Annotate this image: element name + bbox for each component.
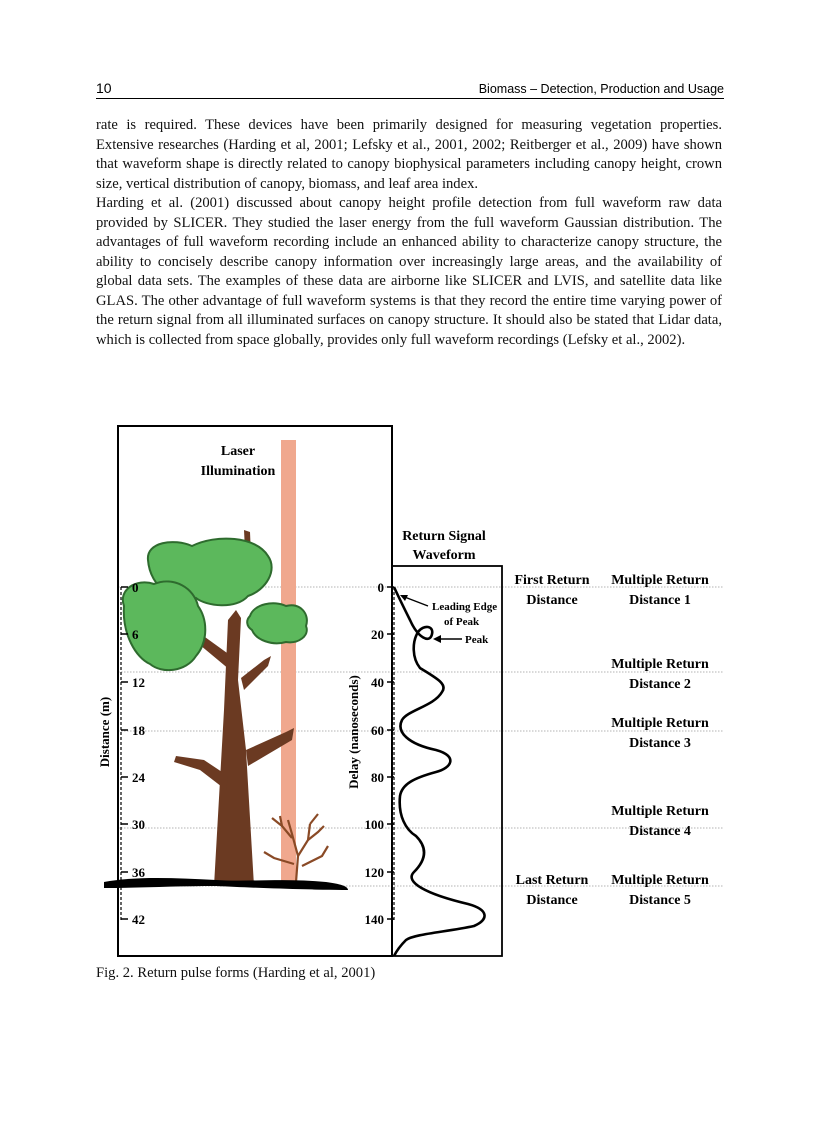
multiple-return-5-line2: Distance 5 bbox=[629, 893, 691, 908]
delay-tick-label: 100 bbox=[364, 817, 384, 832]
distance-tick-label: 6 bbox=[132, 627, 139, 642]
page-header bbox=[96, 80, 724, 99]
figure-caption: Fig. 2. Return pulse forms (Harding et al, 2001) bbox=[96, 965, 376, 981]
distance-tick-label: 12 bbox=[132, 675, 145, 690]
running-title: Biomass – Detection, Production and Usage bbox=[478, 82, 724, 96]
first-return-label-line2: Distance bbox=[526, 593, 578, 608]
laser-label-line2: Illumination bbox=[200, 464, 276, 479]
multiple-return-4-line1: Multiple Return bbox=[611, 804, 709, 819]
delay-tick-label: 80 bbox=[371, 770, 384, 785]
delay-axis bbox=[346, 580, 394, 927]
multiple-return-2-line2: Distance 2 bbox=[629, 677, 691, 692]
figure-return-pulse-forms bbox=[96, 420, 724, 960]
delay-tick-label: 60 bbox=[371, 723, 384, 738]
distance-axis bbox=[97, 580, 146, 927]
tree-illustration bbox=[104, 530, 348, 890]
laser-label-line1: Laser bbox=[220, 444, 256, 459]
distance-tick-label: 0 bbox=[132, 580, 139, 595]
page-number: 10 bbox=[96, 80, 112, 96]
delay-tick-label: 20 bbox=[371, 627, 384, 642]
waveform-label-line1: Return Signal bbox=[402, 529, 486, 544]
multiple-return-1-line2: Distance 1 bbox=[629, 593, 691, 608]
last-return-label-line1: Last Return bbox=[515, 873, 589, 888]
delay-tick-label: 40 bbox=[371, 675, 384, 690]
last-return-label-line2: Distance bbox=[526, 893, 578, 908]
multiple-return-3-line1: Multiple Return bbox=[611, 716, 709, 731]
distance-tick-label: 30 bbox=[132, 817, 145, 832]
delay-tick-label: 140 bbox=[364, 912, 384, 927]
multiple-return-3-line2: Distance 3 bbox=[629, 736, 691, 751]
leading-edge-label-line1: Leading Edge bbox=[432, 601, 498, 613]
multiple-return-5-line1: Multiple Return bbox=[611, 873, 709, 888]
multiple-return-1-line1: Multiple Return bbox=[611, 573, 709, 588]
distance-tick-label: 42 bbox=[132, 912, 145, 927]
body-text bbox=[96, 116, 722, 350]
return-labels bbox=[514, 573, 709, 908]
paragraph: Harding et al. (2001) discussed about canopy height profile detection from full waveform raw data provided by SLICER. They studied the laser energy from the full waveform Gaussian distribution. The advantages of full waveform recording include an enhanced ability to characterize canopy structure, the ability to concisely describe canopy information over increasingly large areas, and the availability of global data sets. The examples of these data are airborne like SLICER and LVIS, and satellite data like GLAS. The other advantage of full waveform systems is that they record the entire time varying power of the return signal from all illuminated surfaces on canopy structure. It should also be stated that Lidar data, which is collected from space globally, provides only full waveform recordings (Lefsky et al., 2002). bbox=[96, 195, 722, 348]
delay-tick-label: 0 bbox=[377, 580, 384, 595]
multiple-return-4-line2: Distance 4 bbox=[629, 824, 691, 839]
delay-axis-label: Delay (nanoseconds) bbox=[346, 675, 361, 789]
multiple-return-2-line1: Multiple Return bbox=[611, 657, 709, 672]
paragraph: rate is required. These devices have been primarily designed for measuring vegetation properties. Extensive researches (Harding et al, 2001; Lefsky et al., 2001, 2002; Reitberger et al., 2009) have shown that waveform shape is directly related to canopy biophysical parameters including canopy height, crown size, vertical distribution of canopy, biomass, and leaf area index. bbox=[96, 117, 722, 192]
distance-axis-label: Distance (m) bbox=[97, 696, 112, 768]
distance-tick-label: 24 bbox=[132, 770, 145, 785]
laser-beam bbox=[281, 440, 296, 886]
leading-edge-label-line2: of Peak bbox=[444, 616, 480, 628]
first-return-label-line1: First Return bbox=[514, 573, 590, 588]
waveform-label-line2: Waveform bbox=[412, 548, 476, 563]
distance-tick-label: 36 bbox=[132, 865, 145, 880]
distance-tick-label: 18 bbox=[132, 723, 145, 738]
peak-label: Peak bbox=[465, 634, 489, 646]
delay-tick-label: 120 bbox=[364, 865, 384, 880]
